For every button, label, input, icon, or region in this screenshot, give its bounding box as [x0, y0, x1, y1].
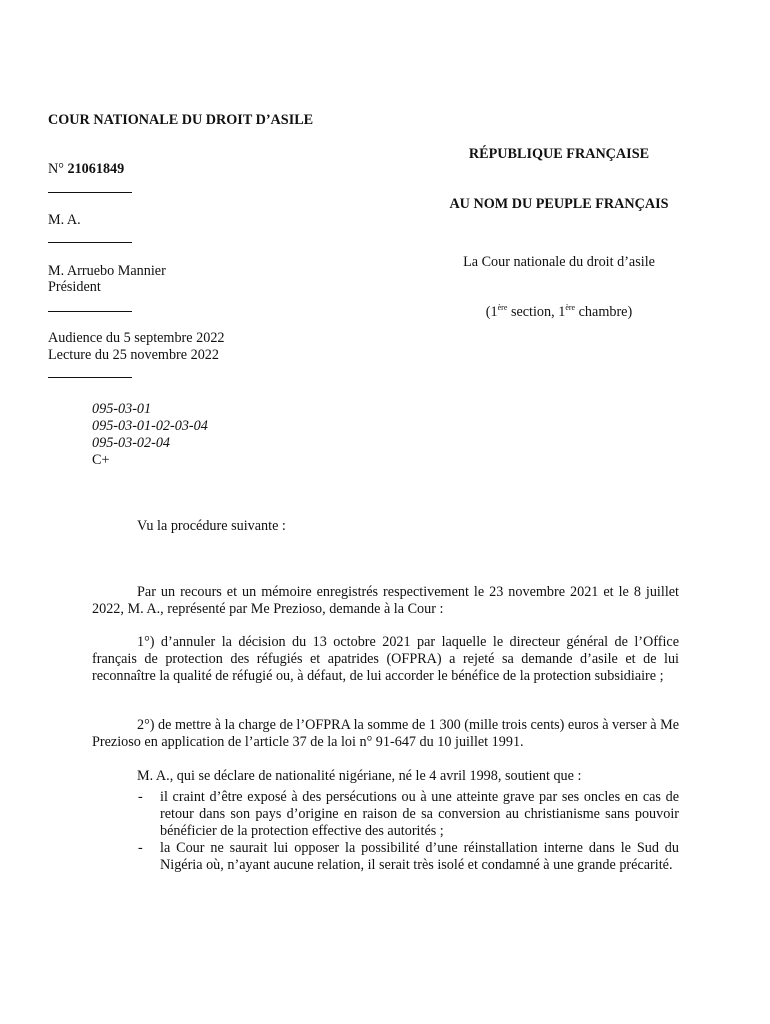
paragraph-text: 1°) d’annuler la décision du 13 octobre 2021 par laquelle le directeur général de l’Office français de protection des réfugiés et apatrides (OFPRA) a rejeté sa demande d’asile et de lui reconnaître la qualité de réfugié ou, à défaut, de lui accorder le bénéfice de la protection subsidiaire ;: [92, 634, 679, 685]
classification-code: 095-03-01: [92, 401, 152, 417]
divider: [48, 311, 132, 312]
list-item-text: la Cour ne saurait lui opposer la possibilité d’une réinstallation interne dans le Sud du Nigéria où, n’ayant aucune relation, il serait très isolé et condamné à une grande précarité.: [160, 840, 679, 873]
list-item: [92, 840, 679, 874]
divider: [48, 377, 132, 378]
paragraph-appeal: [92, 584, 679, 618]
paragraph-text: M. A., qui se déclare de nationalité nigériane, né le 4 avril 1998, soutient que :: [137, 768, 582, 785]
divider: [48, 242, 132, 243]
ordinal-sup: ère: [565, 303, 576, 312]
hearing-date: Audience du 5 septembre 2022: [48, 330, 225, 346]
section-line: [440, 304, 678, 321]
court-name: COUR NATIONALE DU DROIT D’ASILE: [48, 112, 314, 128]
paragraph-request-1: [92, 634, 679, 685]
paragraph-claims: [92, 768, 679, 785]
list-item: [92, 789, 679, 840]
ordinal-sup: ère: [497, 303, 508, 312]
paragraph-text: 2°) de mettre à la charge de l’OFPRA la somme de 1 300 (mille trois cents) euros à verser à Me Prezioso en application de l’article 37 de la loi n° 91-647 du 10 juillet 1991.: [92, 717, 680, 751]
court-line: La Cour nationale du droit d’asile: [463, 254, 655, 270]
paragraph-request-2: [92, 717, 679, 751]
classification-code: 095-03-02-04: [92, 435, 171, 451]
bullet-dash: -: [138, 789, 143, 805]
publication-rating: C+: [92, 452, 110, 468]
reading-date: Lecture du 25 novembre 2022: [48, 347, 219, 363]
list-item-text: il craint d’être exposé à des persécutions ou à une atteinte grave par ses oncles en cas de retour dans son pays d’origine en raison de sa conversion au christianisme sans pouvoir bénéficier de la protection effective des autorités ;: [160, 789, 679, 839]
judge-role: Président: [48, 279, 101, 295]
case-prefix: N°: [48, 161, 68, 177]
paragraph-text: Par un recours et un mémoire enregistrés respectivement le 23 novembre 2021 et le 8 juillet 2022, M. A., représenté par Me Prezioso, demande à la Cour :: [92, 584, 679, 618]
section-open: (1: [485, 304, 498, 320]
claims-list: [92, 789, 679, 874]
case-number-value: 21061849: [67, 161, 125, 177]
republic-heading: RÉPUBLIQUE FRANÇAISE: [468, 146, 650, 162]
people-heading: AU NOM DU PEUPLE FRANÇAIS: [449, 196, 669, 212]
party-name: M. A.: [48, 212, 81, 228]
divider: [48, 192, 132, 193]
procedure-intro: Vu la procédure suivante :: [137, 518, 286, 534]
judge-name: M. Arruebo Mannier: [48, 263, 166, 279]
bullet-dash: -: [138, 840, 143, 856]
case-number: [48, 161, 124, 178]
classification-code: 095-03-01-02-03-04: [92, 418, 208, 434]
section-mid: section, 1: [507, 304, 566, 320]
section-close: chambre): [575, 304, 633, 320]
